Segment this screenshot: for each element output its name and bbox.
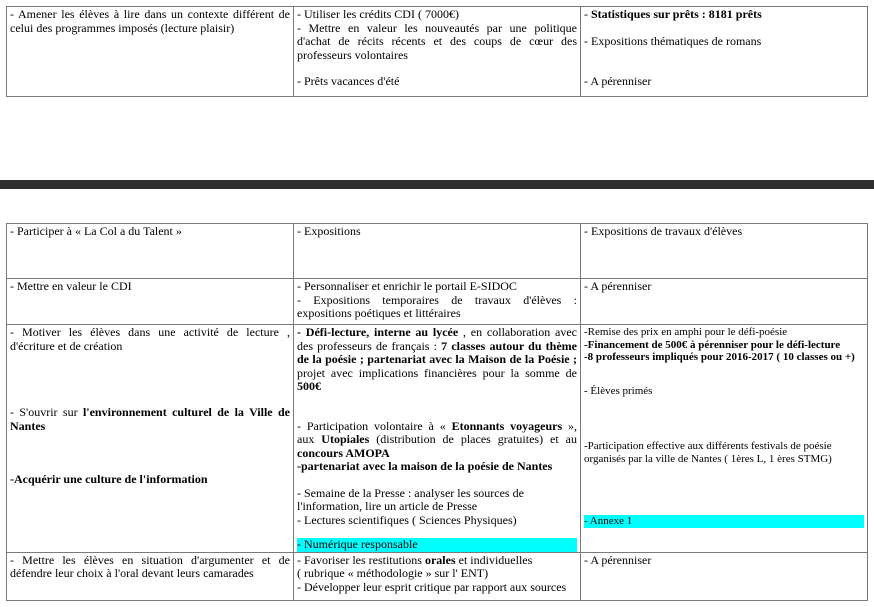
table-cell	[294, 224, 581, 279]
emphasis: Utopiales	[321, 432, 370, 446]
result-text: - Expositions thématiques de romans	[584, 33, 762, 48]
table-cell	[581, 224, 868, 279]
emphasis: 500€	[297, 379, 321, 393]
action-text	[297, 420, 577, 461]
table-cell	[7, 7, 294, 97]
text-run: projet avec implications financières pour la somme de	[297, 365, 577, 380]
table-cell	[7, 325, 294, 553]
result-text: -Participation effective aux différents festivals de poésie organisés par la ville de Nantes ( 1ères L, 1 ères STMG)	[584, 440, 832, 465]
text-run: (distribution de places gratuites) et au	[369, 432, 577, 446]
page-divider	[0, 180, 874, 189]
emphasis: 7 classes autour du thème de la poésie ; partenariat avec la Maison de la Poésie ;	[297, 338, 577, 366]
result-text: - Élèves primés	[584, 384, 653, 397]
objective-text: - Participer à « La Col a du Talent »	[10, 224, 182, 238]
emphasis: concours AMOPA	[297, 445, 390, 460]
action-text: - Expositions temporaires de travaux d'élèves : expositions poétiques et littéraires	[297, 292, 577, 320]
highlighted-result: - Annexe 1	[584, 515, 864, 528]
text-run: - Participation volontaire à «	[297, 418, 452, 433]
text-run: , en collaboration avec des professeurs de français :	[297, 325, 577, 353]
table-row	[7, 552, 868, 600]
table-cell	[294, 552, 581, 600]
result-text: - A pérenniser	[584, 74, 652, 88]
main-table	[6, 223, 868, 601]
action-text: - Personnaliser et enrichir le portail E-SIDOC	[297, 279, 517, 293]
objective-text: - Mettre les élèves en situation d'argumenter et de défendre leur choix à l'oral devant leurs camarades	[10, 552, 290, 580]
table-cell	[7, 224, 294, 279]
emphasis: - Défi-lecture, interne au lycée	[297, 325, 459, 339]
result-text: -Remise des prix en amphi pour le défi-poésie	[584, 326, 788, 338]
emphasis: Etonnants voyageurs	[451, 418, 563, 433]
highlighted-action: - Numérique responsable	[297, 538, 577, 552]
result-text: -8 professeurs impliqués pour 2016-2017 ( 10 classes ou +)	[584, 351, 855, 363]
objective-text: - Amener les élèves à lire dans un contexte différent de celui des programmes imposés (lecture plaisir)	[10, 7, 290, 35]
result-text: -Financement de 500€ à pérenniser pour le défi-lecture	[584, 338, 841, 351]
result-text: - A pérenniser	[584, 279, 652, 293]
action-text: - Expositions	[297, 224, 361, 238]
table-row	[7, 7, 868, 97]
table-cell	[294, 279, 581, 325]
emphasis: orales	[424, 552, 456, 567]
table-cell	[7, 279, 294, 325]
table-cell	[294, 7, 581, 97]
action-text: - Développer leur esprit critique par rapport aux sources	[297, 579, 567, 594]
action-text: - Mettre en valeur les nouveautés par une politique d'achat de récits récents et des coups de cœur des professeurs volontaires	[297, 20, 577, 62]
result-text	[584, 8, 864, 22]
table-row	[7, 279, 868, 325]
table-row	[7, 224, 868, 279]
table-cell	[581, 325, 868, 553]
action-text: - Semaine de la Presse : analyser les sources de l'information, lire un article de Presse	[297, 485, 524, 513]
result-text: - Expositions de travaux d'élèves	[584, 224, 743, 238]
action-text: - Lectures scientifiques ( Sciences Physiques)	[297, 512, 517, 527]
objective-text	[10, 406, 290, 433]
objective-emphasis: l'environnement culturel de la Ville de Nantes	[10, 405, 290, 433]
table-cell	[294, 325, 581, 553]
result-text: - A pérenniser	[584, 552, 652, 567]
objective-text: - Mettre en valeur le CDI	[10, 279, 132, 293]
objective-text: -Acquérir une culture de l'information	[10, 472, 208, 486]
top-table	[6, 6, 868, 97]
action-text: - Utiliser les crédits CDI ( 7000€)	[297, 7, 459, 21]
text-run: et individuelles	[455, 552, 533, 567]
table-cell	[581, 279, 868, 325]
action-text	[297, 554, 577, 568]
table-cell	[581, 552, 868, 600]
objective-text: - Motiver les élèves dans une activité de lecture , d'écriture et de création	[10, 325, 290, 353]
loan-statistics: Statistiques sur prêts : 8181 prêts	[591, 7, 762, 21]
objective-prefix: - S'ouvrir sur	[10, 405, 83, 419]
table-row	[7, 325, 868, 553]
text-run: - Favoriser les restitutions	[297, 552, 425, 567]
text-run: », aux	[297, 418, 577, 446]
table-cell	[581, 7, 868, 97]
action-text: -partenariat avec la maison de la poésie de Nantes	[297, 459, 553, 473]
result-prefix: -	[584, 7, 591, 21]
action-text: - Prêts vacances d'été	[297, 74, 400, 88]
table-cell	[7, 552, 294, 600]
action-text	[297, 326, 577, 394]
action-text: ( rubrique « méthodologie » sur l' ENT)	[297, 566, 489, 580]
